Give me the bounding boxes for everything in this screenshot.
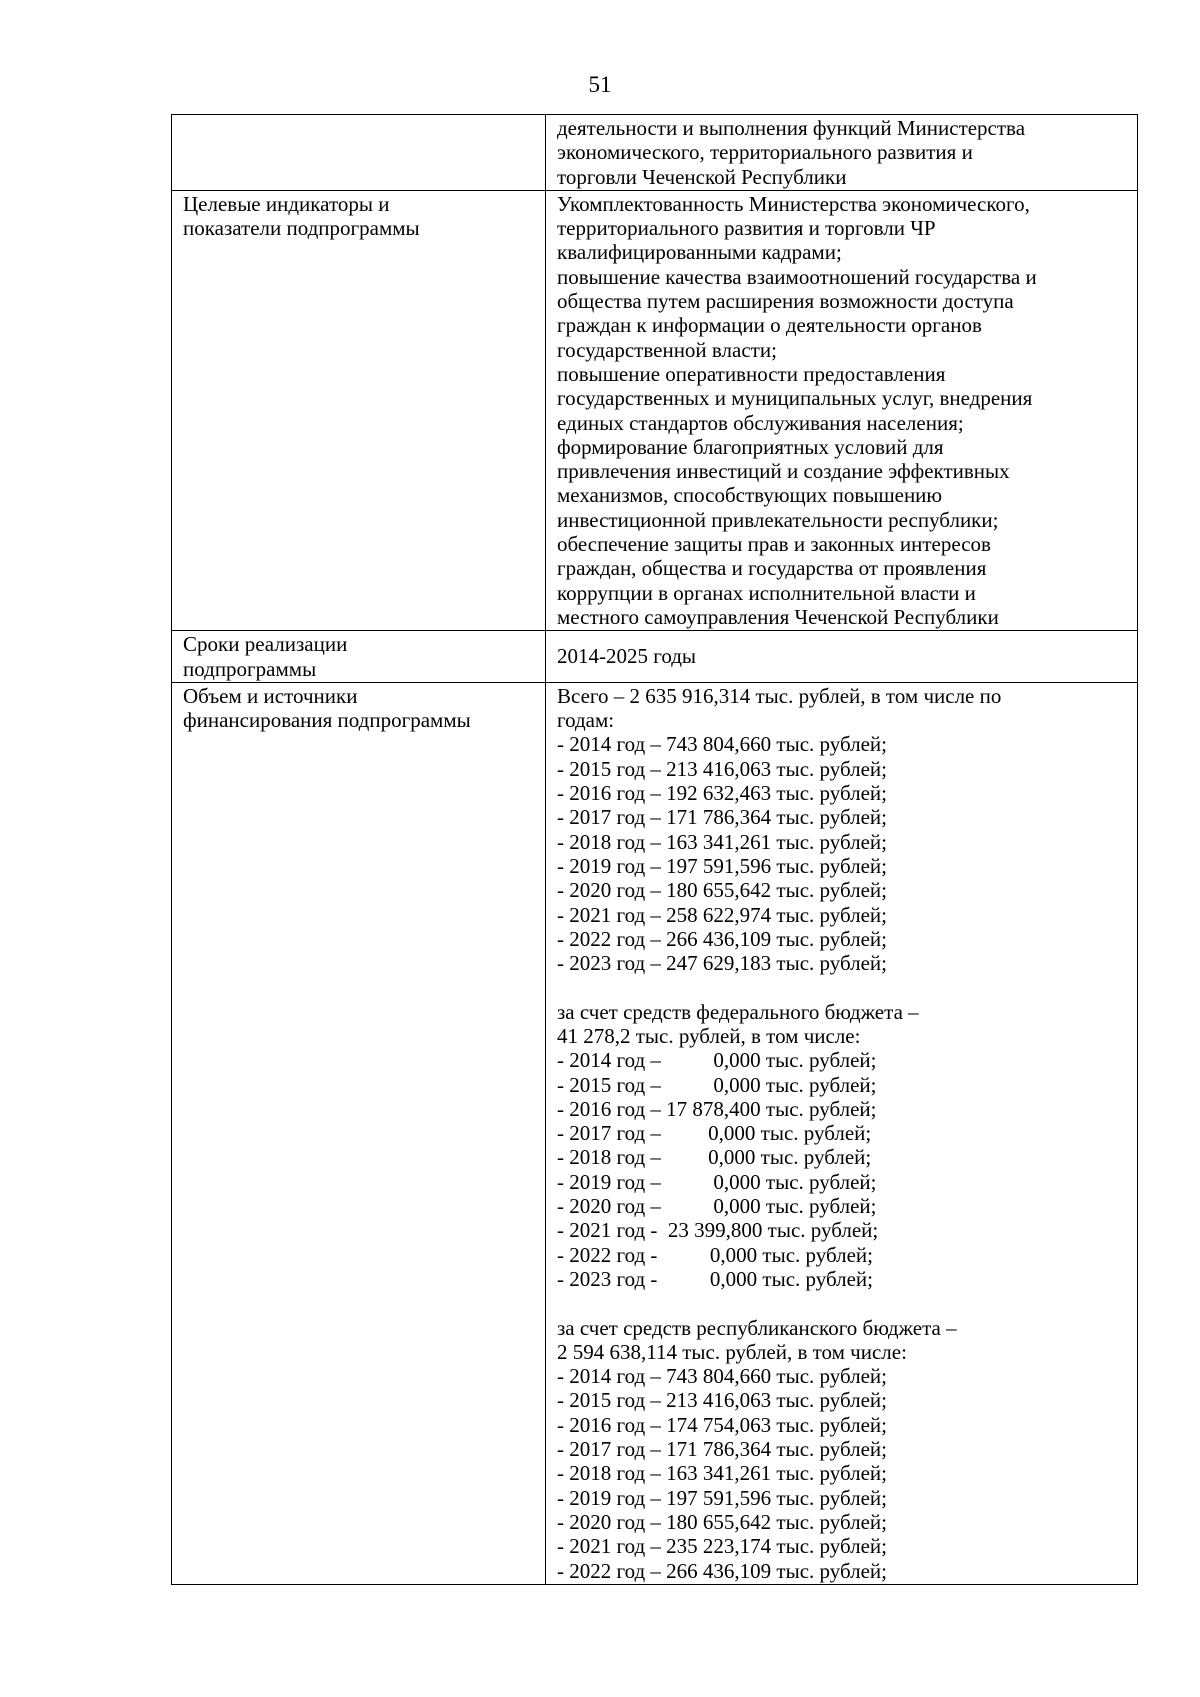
text-line: - 2015 год – 213 416,063 тыс. рублей; (557, 1388, 888, 1413)
text-line: - 2018 год – 163 341,261 тыс. рублей; (557, 1461, 888, 1486)
text-line: - 2020 год – 0,000 тыс. рублей; (557, 1194, 877, 1219)
text-line: - 2015 год – 213 416,063 тыс. рублей; (557, 756, 888, 781)
text-line: - 2023 год – 247 629,183 тыс. рублей; (557, 951, 888, 976)
text-line: территориального развития и торговли ЧР (557, 216, 936, 241)
text-line: - 2016 год – 192 632,463 тыс. рублей; (557, 781, 888, 806)
text-line: - 2017 год – 171 786,364 тыс. рублей; (557, 1437, 888, 1462)
text-line: Укомплектованность Министерства экономического, (557, 191, 1030, 216)
text-line: повышение качества взаимоотношений государства и (557, 264, 1037, 289)
text-line: государственных и муниципальных услуг, внедрения (557, 386, 1033, 411)
text-line: - 2017 год – 0,000 тыс. рублей; (557, 1121, 872, 1146)
text-line: повышение оперативности предоставления (557, 361, 946, 386)
text-line: формирование благоприятных условий для (557, 434, 944, 459)
text-line: - 2014 год – 743 804,660 тыс. рублей; (557, 732, 888, 757)
text-line: Всего – 2 635 916,314 тыс. рублей, в том числе по (557, 683, 1002, 708)
text-line: экономического, территориального развития и (557, 140, 973, 165)
text-line: граждан, общества и государства от проявления (557, 556, 987, 581)
table-row-indicators (172, 190, 1138, 630)
text-line: - 2022 год – 266 436,109 тыс. рублей; (557, 926, 888, 951)
text-line: - 2023 год - 0,000 тыс. рублей; (557, 1266, 873, 1291)
block-spacer (557, 975, 1127, 999)
text-line: квалифицированными кадрами; (557, 240, 842, 265)
text-line: - 2020 год – 180 655,642 тыс. рублей; (557, 878, 888, 903)
value-cell-continuation (546, 115, 1138, 191)
text-line: показатели подпрограммы (183, 216, 420, 241)
text-line: 2 594 638,114 тыс. рублей, в том числе: (557, 1339, 907, 1364)
text-line: годам: (557, 708, 615, 733)
text-line: за счет средств республиканского бюджета – (557, 1315, 957, 1340)
text-line: финансирования подпрограммы (183, 708, 471, 733)
text-line: - 2016 год – 17 878,400 тыс. рублей; (557, 1096, 877, 1121)
block-spacer (557, 1291, 1127, 1315)
text-line: - 2017 год – 171 786,364 тыс. рублей; (557, 805, 888, 830)
label-cell-financing (172, 682, 546, 1584)
table-row-terms (172, 631, 1138, 683)
table-row-continuation (172, 115, 1138, 191)
text-line: коррупции в органах исполнительной власти и (557, 580, 976, 605)
table-row-financing (172, 682, 1138, 1584)
text-line: местного самоуправления Чеченской Республики (557, 604, 999, 629)
text-line: общества путем расширения возможности доступа (557, 289, 1014, 314)
financing-total-block (557, 684, 1127, 976)
label-cell-continuation (172, 115, 546, 191)
text-line: инвестиционной привлекательности республики; (557, 507, 999, 532)
text-line: - 2022 год - 0,000 тыс. рублей; (557, 1242, 873, 1267)
value-cell-financing (546, 682, 1138, 1584)
terms-value: 2014-2025 годы (557, 644, 697, 669)
financing-federal-block (557, 1000, 1127, 1292)
text-line: привлечения инвестиций и создание эффективных (557, 459, 1010, 484)
text-line: - 2018 год – 163 341,261 тыс. рублей; (557, 829, 888, 854)
text-line: государственной власти; (557, 337, 777, 362)
text-line: деятельности и выполнения функций Министерства (557, 116, 1026, 140)
text-line: за счет средств федерального бюджета – (557, 999, 919, 1024)
text-line: - 2015 год – 0,000 тыс. рублей; (557, 1072, 877, 1097)
text-line: механизмов, способствующих повышению (557, 483, 943, 508)
text-line: подпрограммы (183, 656, 317, 681)
value-cell-indicators (546, 190, 1138, 630)
text-line: граждан к информации о деятельности органов (557, 313, 982, 338)
text-line: Объем и источники (183, 683, 358, 708)
page-number: 51 (588, 72, 612, 97)
text-line: - 2021 год – 235 223,174 тыс. рублей; (557, 1534, 888, 1559)
text-line: - 2019 год – 197 591,596 тыс. рублей; (557, 1485, 888, 1510)
text-line: Целевые индикаторы и (183, 191, 390, 216)
text-line: единых стандартов обслуживания населения; (557, 410, 964, 435)
text-line: - 2014 год – 0,000 тыс. рублей; (557, 1048, 877, 1073)
text-line: Сроки реализации (183, 632, 348, 657)
text-line: обеспечение защиты прав и законных интересов (557, 532, 991, 557)
financing-republic-block (557, 1316, 1127, 1583)
text-line: - 2018 год – 0,000 тыс. рублей; (557, 1145, 872, 1170)
text-line: - 2016 год – 174 754,063 тыс. рублей; (557, 1412, 888, 1437)
text-line: - 2020 год – 180 655,642 тыс. рублей; (557, 1509, 888, 1534)
label-cell-indicators (172, 190, 546, 630)
value-cell-terms (546, 631, 1138, 683)
passport-table (171, 114, 1138, 1585)
text-line: - 2014 год – 743 804,660 тыс. рублей; (557, 1364, 888, 1389)
text-line: - 2019 год – 197 591,596 тыс. рублей; (557, 853, 888, 878)
text-line: - 2022 год – 266 436,109 тыс. рублей; (557, 1558, 888, 1583)
text-line: - 2021 год – 258 622,974 тыс. рублей; (557, 902, 888, 927)
text-line: - 2021 год - 23 399,800 тыс. рублей; (557, 1218, 879, 1243)
text-line: торговли Чеченской Республики (557, 164, 847, 189)
text-line: - 2019 год – 0,000 тыс. рублей; (557, 1169, 877, 1194)
text-line: 41 278,2 тыс. рублей, в том числе: (557, 1023, 861, 1048)
label-cell-terms (172, 631, 546, 683)
